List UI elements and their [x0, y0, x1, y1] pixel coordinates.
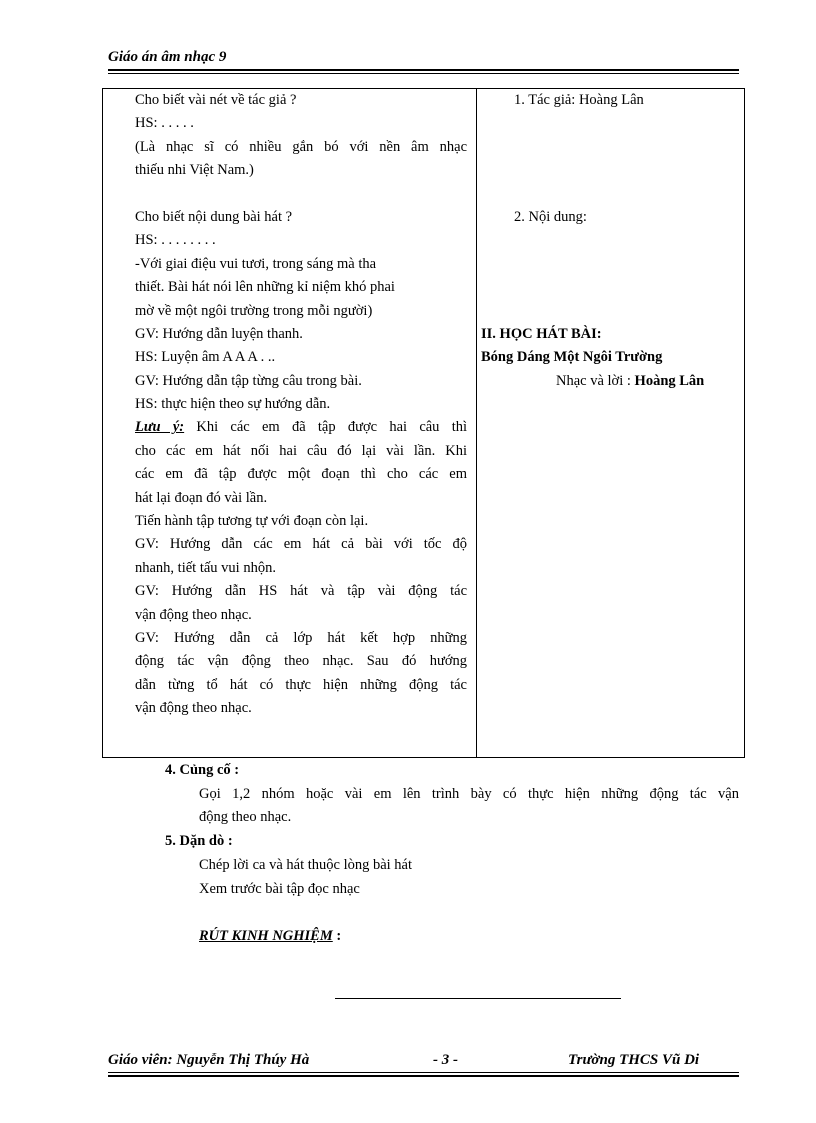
activity-line: GV: Hướng dẫn luyện thanh.	[135, 325, 303, 342]
activity-line: -Với giai điệu vui tươi, trong sáng mà tha	[135, 255, 377, 272]
section-5-title: 5. Dặn dò :	[165, 833, 233, 849]
activity-line: động tác vận động theo nhạc. Sau đó hướng	[135, 653, 467, 670]
section-5-line-1: Chép lời ca và hát thuộc lòng bài hát	[199, 857, 413, 873]
table-column-divider	[476, 89, 477, 757]
credit-prefix: Nhạc và lời :	[556, 372, 635, 389]
note-text: Khi các em đã tập được hai câu thì	[184, 419, 468, 436]
section-5-line-2: Xem trước bài tập đọc nhạc	[199, 881, 360, 897]
activity-line: GV: Hướng dẫn cả lớp hát kết hợp những	[135, 629, 467, 646]
activity-line	[135, 416, 467, 439]
activity-line: HS: . . . . . . . .	[135, 232, 216, 249]
activity-line: (Là nhạc sĩ có nhiều gắn bó với nền âm nhạc	[135, 138, 467, 155]
credit-name: Hoàng Lân	[634, 372, 705, 389]
footer-rule-thick	[108, 1075, 739, 1077]
activity-line: HS: Luyện âm A A A . ..	[135, 349, 276, 366]
footer-teacher: Giáo viên: Nguyễn Thị Thúy Hà	[108, 1052, 310, 1068]
header-rule-thick	[108, 69, 739, 71]
activity-line: Cho biết nội dung bài hát ?	[135, 208, 293, 225]
activity-line: GV: Hướng dẫn HS hát và tập vài động tác	[135, 583, 467, 600]
activity-line	[135, 183, 467, 206]
content-label: 2. Nội dung:	[514, 208, 587, 225]
header-title: Giáo án âm nhạc 9	[108, 49, 227, 65]
activity-line: Tiến hành tập tương tự với đoạn còn lại.	[135, 513, 369, 530]
activities-column	[135, 89, 467, 721]
activity-line: dẫn từng tổ hát có thực hiện những động tác	[135, 676, 467, 693]
lesson-table	[102, 88, 745, 758]
section-4-title: 4. Củng cố :	[165, 762, 240, 778]
activity-line: vận động theo nhạc.	[135, 700, 252, 717]
song-credit	[481, 370, 743, 393]
experience-label: RÚT KINH NGHIỆM	[199, 928, 333, 944]
header-rule-thin	[108, 73, 739, 74]
section-heading: II. HỌC HÁT BÀI:	[481, 325, 602, 342]
activity-line: hát lại đoạn đó vài lần.	[135, 489, 268, 506]
activity-line: GV: Hướng dẫn các em hát cả bài với tốc độ	[135, 536, 467, 553]
activity-line: các em đã tập được một đoạn thì cho các em	[135, 466, 467, 483]
activity-line: nhanh, tiết tấu vui nhộn.	[135, 559, 276, 576]
footer-page-number: - 3 -	[433, 1052, 458, 1068]
section-4-line-1: Gọi 1,2 nhóm hoặc vài em lên trình bày có thực hiện những động tác vận	[199, 786, 739, 802]
content-column	[481, 89, 743, 393]
activity-line: HS: thực hiện theo sự hướng dẫn.	[135, 396, 331, 413]
note-label: Lưu ý:	[135, 419, 185, 436]
activity-line: thiết. Bài hát nói lên những kỉ niệm khó phai	[135, 279, 395, 296]
footer-rule-thin	[108, 1072, 739, 1073]
activity-line: mờ về một ngôi trường trong mỗi người)	[135, 302, 373, 319]
experience-heading	[199, 928, 341, 945]
activity-line: Cho biết vài nét về tác giả ?	[135, 92, 297, 108]
activity-line: cho các em hát nối hai câu đó lại vài lần. Khi	[135, 442, 467, 459]
footer-school: Trường THCS Vũ Di	[568, 1052, 700, 1068]
signature-line	[335, 998, 621, 999]
activity-line: vận động theo nhạc.	[135, 606, 252, 623]
song-title: Bóng Dáng Một Ngôi Trường	[481, 349, 663, 366]
activity-line: GV: Hướng dẫn tập từng câu trong bài.	[135, 372, 362, 389]
activity-line: thiếu nhi Việt Nam.)	[135, 162, 254, 179]
experience-colon: :	[332, 928, 342, 944]
section-4-line-2: động theo nhạc.	[199, 809, 292, 825]
author-label: 1. Tác giả: Hoàng Lân	[514, 92, 644, 108]
activity-line: HS: . . . . .	[135, 115, 194, 132]
